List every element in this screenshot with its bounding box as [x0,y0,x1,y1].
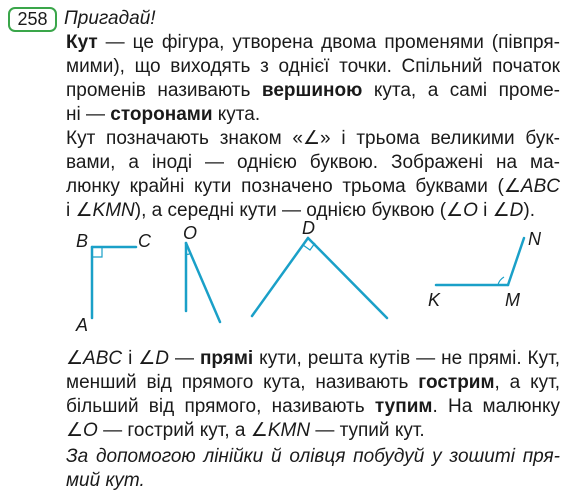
angle-kmn-ray-mn [508,238,524,285]
paragraph3-line1: ∠ABC і ∠D — прямі кути, решта кутів — не прямі. Кут, [66,348,561,369]
paragraph2-line1: Кут позначають знаком «∠» і трьома великими бук- [66,128,560,149]
label-c: C [138,231,151,251]
task-line2: мий кут. [66,470,145,491]
angle-d-ray-left [252,238,308,316]
paragraph2-line2: вами, а іноді — однією буквою. Зображені на ма- [66,152,560,173]
paragraph2-line3: люнку крайні кути позначено трьома буквами (∠ABC [66,176,560,197]
paragraph3-line2: менший від прямого кута, називають гострим, а кут, [66,372,560,393]
paragraph1-line1: Кут — це фігура, утворена двома променями (півпря- [66,32,560,53]
angle-o-ray-2 [186,243,220,322]
paragraph1-line2: мими), що виходять з однієї точки. Спільний початок [66,56,560,77]
label-b: B [76,231,89,251]
label-d: D [302,218,315,238]
term-sides: сторонами [110,104,213,125]
exercise-number-badge: 258 [8,7,57,32]
label-n: N [528,229,541,249]
label-m: M [505,290,520,310]
right-angle-mark-b [92,247,102,257]
label-o: O [183,223,198,243]
paragraph1-line3: променів називають вершиною кута, а самі проме- [66,80,560,101]
term-right: прямі [199,348,254,369]
paragraph3-line4: ∠O — гострий кут, а ∠KMN — тупий кут. [66,420,425,441]
paragraph2-line4: і ∠KMN), а середні кути — однією буквою (∠O і ∠D). [66,200,535,221]
term-vertex: вершиною [261,80,363,101]
label-a: A [76,315,89,335]
paragraph3-line3: більший від прямого, називають тупим. На малюнку [66,396,561,417]
term-obtuse: тупим [374,396,433,417]
label-k: K [428,290,441,310]
term-acute: гострим [418,372,495,393]
term-angle: Кут [66,32,98,53]
angle-d-ray-right [308,238,387,318]
exercise-heading: Пригадай! [64,8,156,29]
paragraph1-line4: ні — сторонами кута. [66,104,261,125]
task-line1: За допомогою лінійки й олівця побудуй у зошиті пря- [66,446,560,467]
